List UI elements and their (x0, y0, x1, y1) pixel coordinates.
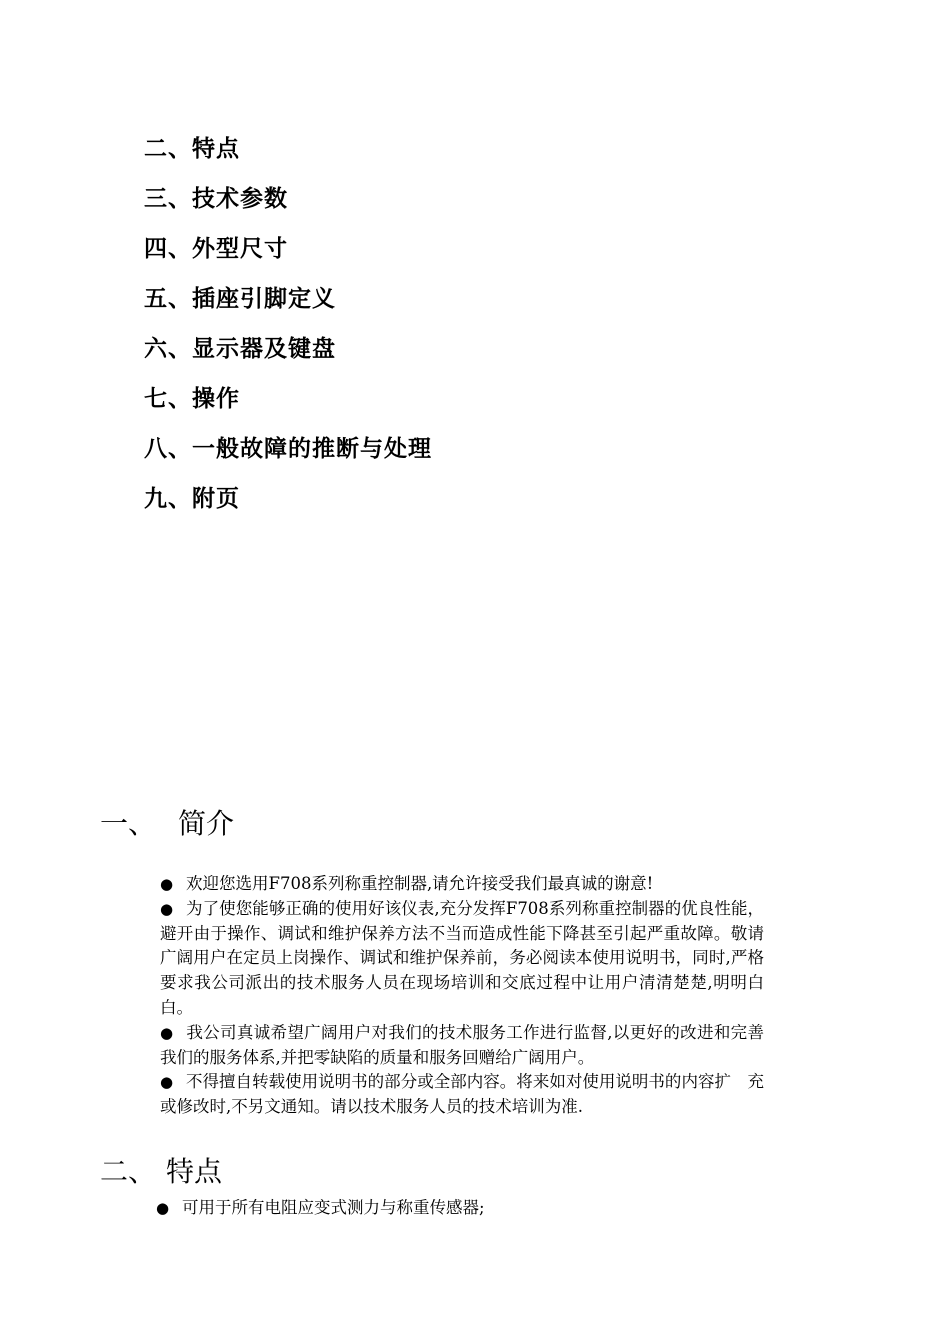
section-title: 简介 (178, 807, 235, 840)
toc-item[interactable]: 九、附页 (144, 485, 240, 512)
bullet-icon: ● (160, 899, 174, 918)
toc-item[interactable]: 四、外型尺寸 (144, 235, 288, 262)
toc-item[interactable]: 三、技术参数 (144, 185, 288, 212)
bullet-icon: ● (156, 1199, 170, 1217)
bullet-icon: ● (160, 1073, 174, 1092)
section-number: 二、 (100, 1155, 157, 1188)
intro-paragraph: ● 欢迎您选用F708系列称重控制器,请允许接受我们最真诚的谢意! (160, 872, 764, 897)
section-heading-intro (100, 802, 234, 842)
table-of-contents (144, 132, 432, 532)
features-list (156, 1196, 485, 1220)
intro-paragraph: ● 为了使您能够正确的使用好该仪表,充分发挥F708系列称重控制器的优良性能，避开由于操作、调试和维护保养方法不当而造成性能下降甚至引起严重故障。敬请广阔用户在定员上岗操作、调试和维护保养前，务必阅读本使用说明书，同时,严格要求我公司派出的技术服务人员在现场培训和交底过程中让用户清清楚楚,明明白白。 (160, 898, 764, 1017)
bullet-icon: ● (160, 1023, 174, 1042)
intro-body (160, 872, 764, 1120)
bullet-icon: ● (160, 875, 174, 893)
list-item: ● 可用于所有电阻应变式测力与称重传感器; (156, 1196, 485, 1220)
intro-paragraph: ● 不得擅自转载使用说明书的部分或全部内容。将来如对使用说明书的内容扩 充或修改时,不另文通知。请以技术服务人员的技术培训为准. (160, 1072, 764, 1117)
section-number: 一、 (100, 807, 157, 840)
section-title: 特点 (166, 1155, 223, 1188)
toc-item[interactable]: 五、插座引脚定义 (144, 285, 336, 312)
toc-item[interactable]: 八、一般故障的推断与处理 (144, 435, 432, 462)
intro-paragraph: ● 我公司真诚希望广阔用户对我们的技术服务工作进行监督,以更好的改进和完善我们的服务体系,并把零缺陷的质量和服务回赠给广阔用户。 (160, 1022, 764, 1067)
section-heading-features (100, 1150, 222, 1190)
toc-item[interactable]: 二、特点 (144, 135, 240, 162)
toc-item[interactable]: 六、显示器及键盘 (144, 335, 336, 362)
toc-item[interactable]: 七、操作 (144, 385, 240, 412)
